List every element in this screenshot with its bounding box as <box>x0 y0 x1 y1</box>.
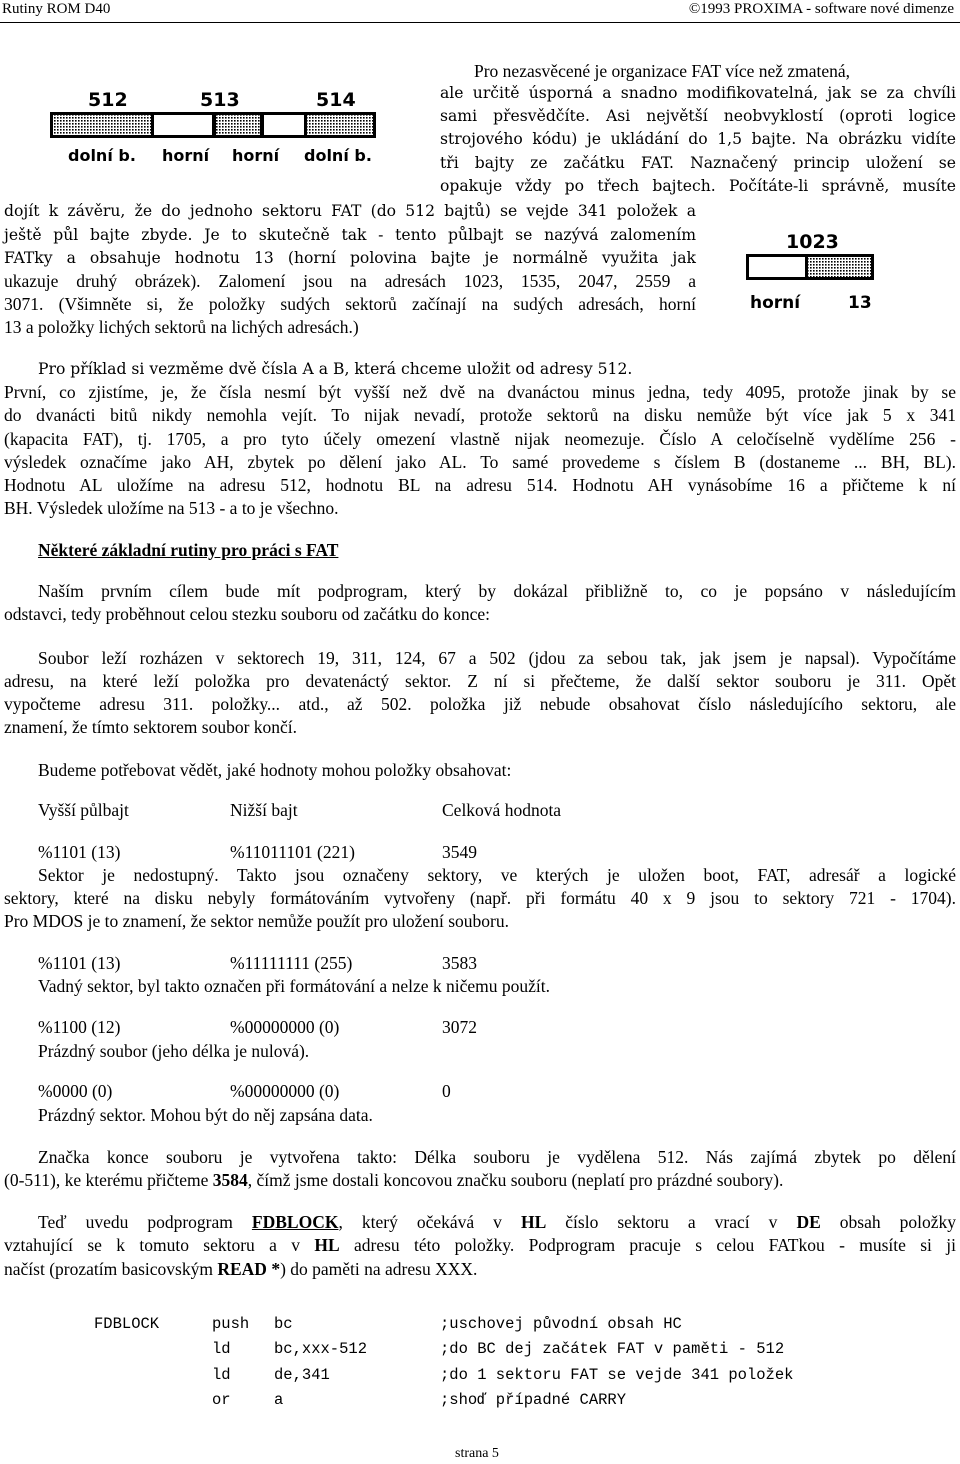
col-header-high: Vyšší půlbajt <box>38 800 129 820</box>
code-listing <box>94 1312 894 1413</box>
fig2-label-right: 13 <box>848 293 872 313</box>
intro-line: Pro nezasvěcené je organizace FAT více než zmatená, <box>474 61 851 81</box>
routine-line: načíst (prozatím basicovským READ *) do paměti na adresu XXX. <box>4 1259 478 1279</box>
code-line <box>94 1388 894 1413</box>
row-desc: Pro MDOS je to znamení, že sektor nemůže použít pro uložení souboru. <box>4 911 509 931</box>
example-line: BH. Výsledek uložíme na 513 - a to je všechno. <box>4 498 339 518</box>
fig1-cell-lo-514 <box>307 115 373 135</box>
code-line <box>94 1363 894 1388</box>
fig2-cell-lo <box>808 257 871 277</box>
intro-line: ještě půl bajte zbyde. Je to skutečně tak - tento půlbajt se nazývá zalomením <box>4 226 696 244</box>
example-line: Pro příklad si vezměme dvě čísla A a B, která chceme uložit od adresy 512. <box>38 360 633 378</box>
intro-line: FATky a obsahuje hodnotu 13 (horní polovina bajte je normálně využita jak <box>4 249 696 267</box>
example-line: Hodnotu AL uložíme na adresu 512, hodnotu BL na adresu 514. Hodnotu AH vynásobíme 16 a přičteme k ní <box>4 475 956 495</box>
intro-line: dojít k závěru, že do jednoho sektoru FAT (do 512 bajtů) se vejde 341 položek a <box>4 202 696 220</box>
page-number: strana 5 <box>455 1446 499 1461</box>
code-arg: bc,xxx-512 <box>274 1340 368 1359</box>
header-title: Rutiny ROM D40 <box>2 1 111 17</box>
endmark-line: Značka konce souboru je vytvořena takto: Délka souboru je vydělena 512. Nás zajímá zbytek po dělení <box>38 1147 956 1167</box>
endmark-line: (0-511), ke kterému přičteme 3584, čímž jsme dostali koncovou značku souboru (neplatí pro prázdné soubory). <box>4 1170 784 1190</box>
code-line <box>94 1337 894 1362</box>
intro-line: ukazuje druhý obrázek). Zalomení jsou na adresách 1023, 1535, 2047, 2559 a <box>4 271 696 291</box>
fat-1023-figure <box>744 228 876 314</box>
fig1-label-3: horní <box>232 146 280 165</box>
code-comment: ;uschovej původní obsah HC <box>440 1315 682 1333</box>
code-comment: ;shoď případné CARRY <box>440 1390 627 1409</box>
code-op: ld <box>212 1365 231 1384</box>
intro-line: 3071. (Všimněte si, že položky sudých sektorů začínají na sudých adresách, horní <box>4 294 696 314</box>
row-desc: Prázdný soubor (jeho délka je nulová). <box>38 1041 310 1061</box>
fdblock-term: FDBLOCK <box>251 1212 339 1232</box>
fig2-num-1023: 1023 <box>786 231 839 253</box>
code-line <box>94 1312 894 1337</box>
fig1-label-1: dolní b. <box>68 146 136 165</box>
fig1-num-514: 514 <box>316 89 356 111</box>
code-comment: ;do 1 sektoru FAT se vejde 341 položek <box>440 1365 794 1384</box>
fig1-cell-hi-513 <box>154 115 212 135</box>
need-line: Budeme potřebovat vědět, jaké hodnoty mohou položky obsahovat: <box>38 760 512 780</box>
fig1-num-513: 513 <box>200 89 240 111</box>
example-line: výsledek označíme jako AH, zbytek po dělení jako AL. To samé provedeme s číslem B (dostaneme ... BH, BL). <box>4 452 956 472</box>
fig1-num-512: 512 <box>88 89 128 111</box>
example-line: První, co zjistíme, je, že čísla nesmí být vyšší než dvě na dvanáctou minus jedna, tedy 4095, protože jinak by se <box>4 382 956 402</box>
row-desc: Prázdný sektor. Mohou být do něj zapsána data. <box>38 1105 373 1125</box>
file-line: vypočteme adresu 311. položky... atd., až 502. položka již nebude obsahovat číslo následujícího sektoru, ale <box>4 694 956 714</box>
code-op: or <box>212 1390 231 1409</box>
fig2-cell-hi <box>749 257 805 277</box>
fig1-label-2: horní <box>162 146 210 165</box>
intro-line: tři bajty ze začátku FAT. Naznačený princip uložení se <box>440 154 956 172</box>
intro-line: ale určitě úsporná a snadno modifikovatelná, jak se za chvíli <box>440 84 956 102</box>
intro-line: 13 a položky lichých sektorů na lichých adresách.) <box>4 317 359 337</box>
col-header-low: Nižší bajt <box>230 800 298 820</box>
row-desc: Sektor je nedostupný. Takto jsou označeny sektory, ve kterých je uložen boot, FAT, adresář a logické <box>38 865 956 885</box>
file-line: znamení, že tímto sektorem soubor končí. <box>4 717 298 737</box>
file-line: adresu, na které leží položka pro devatenáctý sektor. Z ní si přečteme, že další sektor souboru je 311. Opět <box>4 671 956 691</box>
code-op: ld <box>212 1340 231 1359</box>
code-arg: bc <box>274 1315 293 1333</box>
fig1-cell-lo-512 <box>53 115 151 135</box>
fig1-label-4: dolní b. <box>304 146 372 165</box>
fig1-cell-hi-514 <box>264 115 304 135</box>
routine-line: vztahující se k tomuto sektoru a v HL adresu této položky. Podprogram pracuje s celou FATkou - musíte si ji <box>4 1235 956 1255</box>
code-label: FDBLOCK <box>94 1315 160 1333</box>
intro-line: opakuje vždy po třech bajtech. Počítáte-li správně, musíte <box>440 177 956 195</box>
col-header-total: Celková hodnota <box>442 800 562 820</box>
page-header <box>0 0 960 23</box>
routine-line: Teď uvedu podprogram FDBLOCK, který očekává v HL číslo sektoru a vrací v DE obsah položky <box>38 1212 956 1232</box>
code-op: push <box>212 1315 250 1333</box>
header-copyright: ©1993 PROXIMA - software nové dimenze <box>688 1 954 17</box>
goal-line: odstavci, tedy proběhnout celou stezku souboru od začátku do konce: <box>4 604 490 624</box>
code-arg: de,341 <box>274 1365 330 1384</box>
intro-line: sami přesvědčíte. Asi největší neobvyklostí (oproti logice <box>440 107 956 125</box>
fig2-label-left: horní <box>750 293 801 313</box>
section-heading: Některé základní rutiny pro práci s FAT <box>38 540 339 560</box>
row-desc: sektory, které na disku nebyly formátováním vytvořeny (např. při formátu 40 x 9 jsou to sektory 721 - 1704). <box>4 888 956 908</box>
row-desc: Vadný sektor, byl takto označen při formátování a nelze k ničemu použít. <box>38 976 550 996</box>
code-arg: a <box>274 1390 284 1409</box>
code-comment: ;do BC dej začátek FAT v paměti - 512 <box>440 1340 785 1359</box>
intro-line: strojového kódu) je ukládání do 1,5 bajte. Na obrázku vidíte <box>440 130 956 148</box>
example-line: do dvanácti bitů nikdy nemohla vejít. To nijak nevadí, protože sektorů na disku nemůže být více jak 5 x 341 <box>4 405 956 425</box>
fig1-cell-lo-513 <box>216 115 260 135</box>
goal-line: Naším prvním cílem bude mít podprogram, který by dokázal přibližně to, co je popsáno v následujícím <box>38 581 956 601</box>
example-line: (kapacita FAT), tj. 1705, a pro tyto účely omezení vlastně nijak neomezuje. Číslo A celočíselně vydělíme 256 - <box>4 429 956 449</box>
fat-bytes-figure <box>48 84 378 170</box>
file-line: Soubor leží rozházen v sektorech 19, 311, 124, 67 a 502 (jdou za sebou tak, jak jsem je napsal). Vypočítáme <box>38 648 956 668</box>
